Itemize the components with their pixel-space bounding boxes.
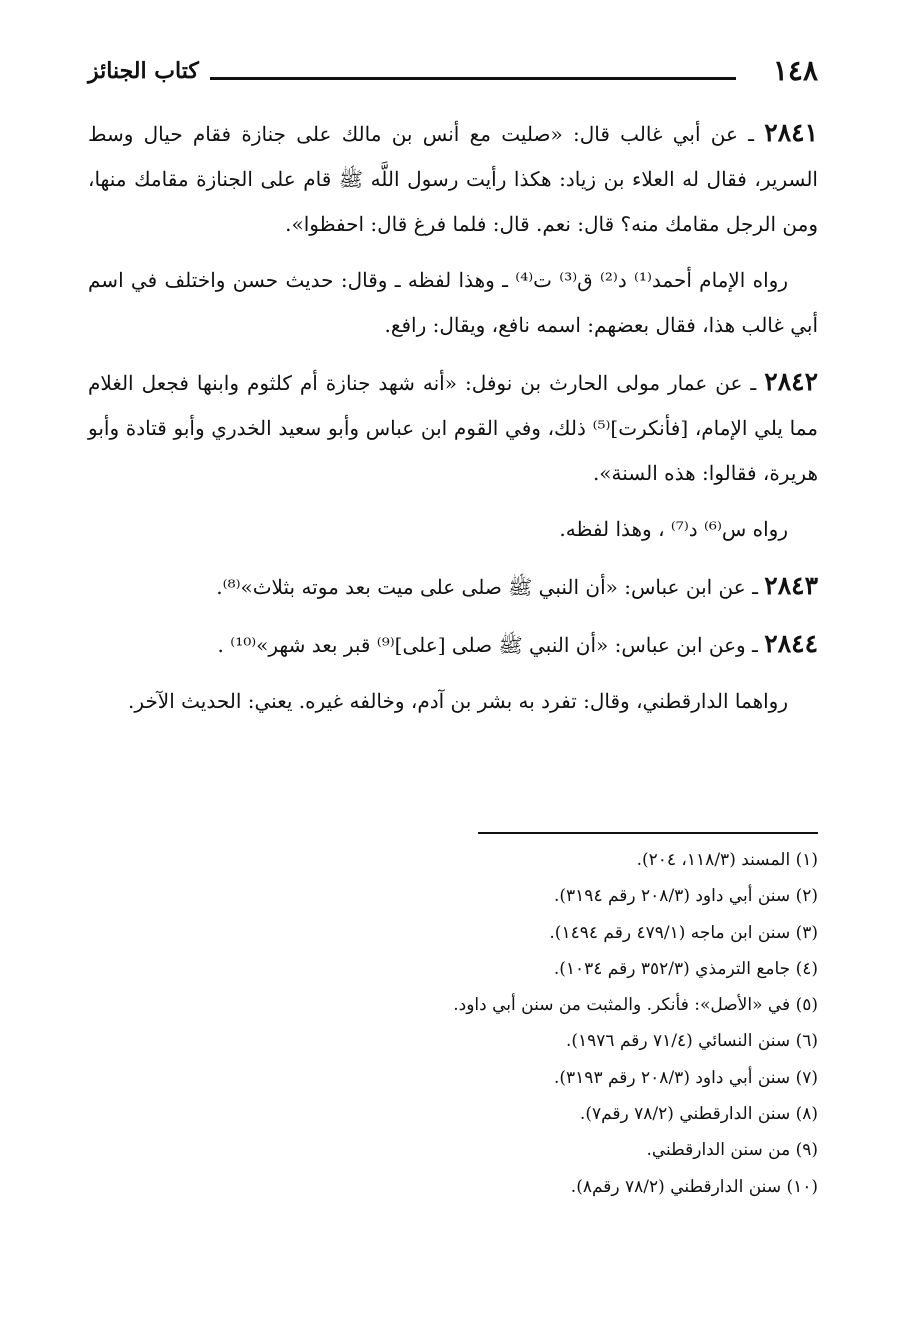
footnote-item: (٨) سنن الدارقطني (٧٨/٢ رقم٧). [579,1104,818,1125]
footnote-item: (٩) من سنن الدارقطني. [646,1140,818,1161]
header-rule [210,77,736,80]
page-number: ١٤٨ [772,54,818,87]
hadith-2844 [88,621,818,668]
hadith-number: ٢٨٤٢ [764,367,818,396]
hadith-text: ـ عن عمار مولى الحارث بن نوفل: «أنه شهد جنازة أم كلثوم وابنها فجعل الغلام مما يلي الإمام، [فأنكرت]⁽⁵⁾ ذلك، وفي القوم ابن عباس وأبو سعيد الخدري وأبو قتادة وأبو هريرة، فقالوا: هذه السنة». [88,371,818,485]
narration-note [88,507,818,552]
footnotes [88,842,818,1205]
footnote-item: (١٠) سنن الدارقطني (٧٨/٢ رقم٨). [570,1176,818,1197]
footnote-item: (٧) سنن أبي داود (٢٠٨/٣ رقم ٣١٩٣). [554,1067,818,1088]
hadith-number: ٢٨٤٤ [764,629,818,658]
footnote-item: (٤) جامع الترمذي (٣٥٢/٣ رقم ١٠٣٤). [553,958,818,979]
main-text [88,110,818,735]
footnote-item: (٥) في «الأصل»: فأنكر. والمثبت من سنن أبي داود. [453,995,818,1016]
running-header [88,54,818,94]
narration-text: رواه س⁽⁶⁾ د⁽⁷⁾ ، وهذا لفظه. [559,517,788,541]
narration-note [88,258,818,348]
footnote-separator [478,832,818,834]
hadith-text: ـ عن أبي غالب قال: «صليت مع أنس بن مالك على جنازة فقام حيال وسط السرير، فقال له العلاء بن زياد: هكذا رأيت رسول اللَّه ﷺ قام على الجنازة مقامك منها، ومن الرجل مقامك منه؟ قال: نعم. قال: فلما فرغ قال: احفظوا». [88,122,818,236]
footnote-item: (٣) سنن ابن ماجه (٤٧٩/١ رقم ١٤٩٤). [549,922,818,943]
book-title: كتاب الجنائز [88,58,199,84]
hadith-number: ٢٨٤٣ [764,571,818,600]
narration-text: رواهما الدارقطني، وقال: تفرد به بشر بن آدم، وخالفه غيره. يعني: الحديث الآخر. [128,689,788,713]
footnote-item: (٦) سنن النسائي (٧١/٤ رقم ١٩٧٦). [565,1031,818,1052]
footnote-item: (١) المسند (١١٨/٣، ٢٠٤). [636,850,818,870]
hadith-2843 [88,563,818,610]
hadith-text: ـ وعن ابن عباس: «أن النبي ﷺ صلى [على]⁽⁹⁾ قبر بعد شهر»⁽¹⁰⁾ . [217,633,765,657]
narration-note [88,679,818,724]
footnote-item: (٢) سنن أبي داود (٢٠٨/٣ رقم ٣١٩٤). [554,886,818,907]
hadith-number: ٢٨٤١ [764,118,818,147]
hadith-2841 [88,110,818,247]
hadith-text: ـ عن ابن عباس: «أن النبي ﷺ صلى على ميت بعد موته بثلاث»⁽⁸⁾. [216,575,765,599]
narration-text: رواه الإمام أحمد⁽¹⁾ د⁽²⁾ ق⁽³⁾ ت⁽⁴⁾ ـ وهذا لفظه ـ وقال: حديث حسن واختلف في اسم أبي غالب هذا، فقال بعضهم: اسمه نافع، ويقال: رافع. [88,268,818,337]
hadith-2842 [88,359,818,496]
